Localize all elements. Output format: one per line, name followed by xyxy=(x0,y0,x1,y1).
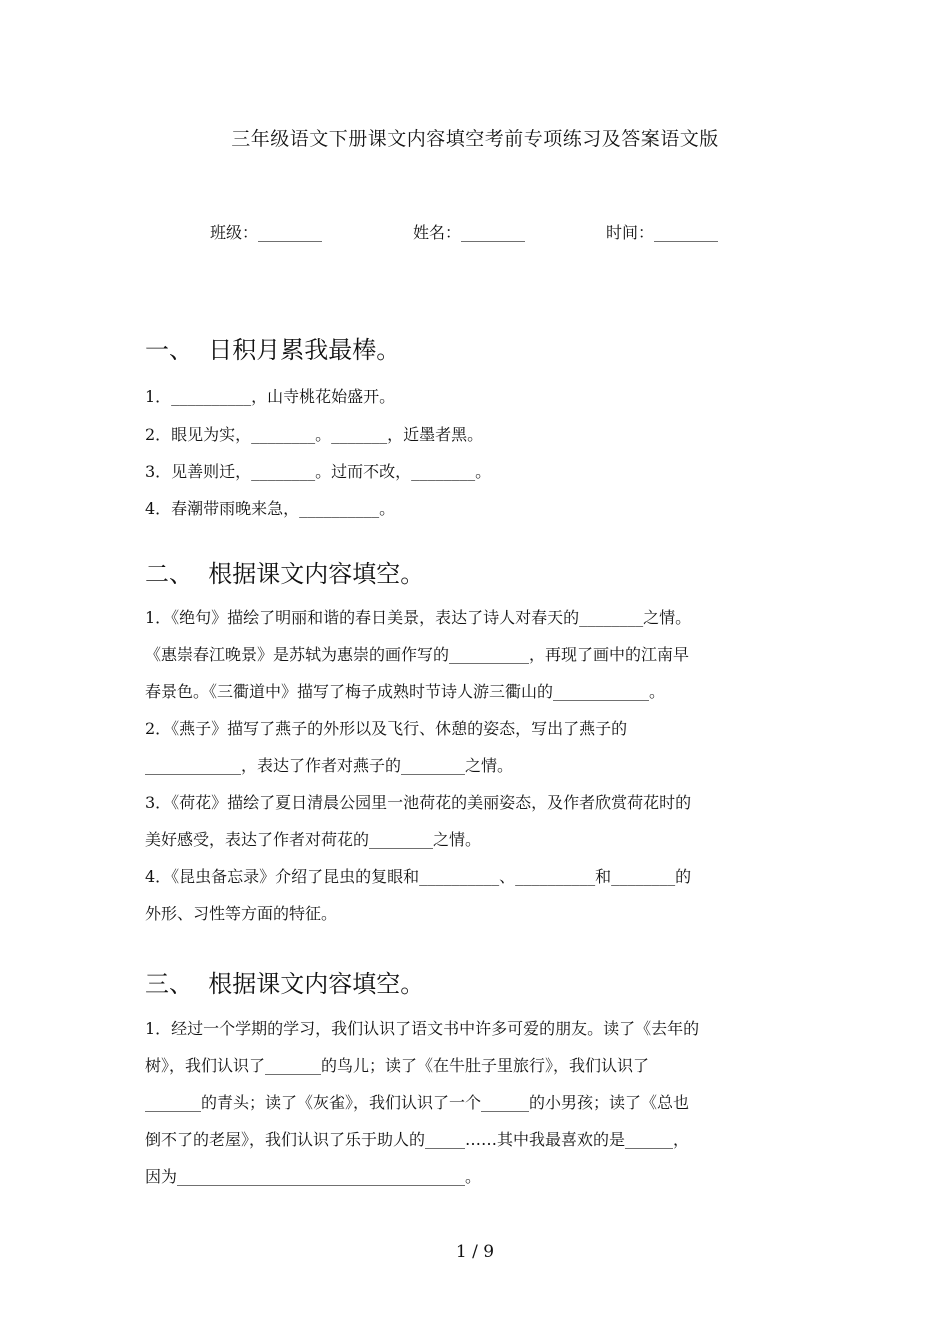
text-line: ____________，表达了作者对燕子的________之情。 xyxy=(145,756,514,775)
section-1-question: 4．春潮带雨晚来急，__________。 xyxy=(145,499,396,518)
section-1-question: 1．__________，山寺桃花始盛开。 xyxy=(145,387,396,406)
text-line: 树》，我们认识了_______的鸟儿；读了《在牛肚子里旅行》，我们认识了 xyxy=(145,1056,650,1075)
time-field: 时间：________ xyxy=(606,223,719,242)
section-3-heading: 三、 根据课文内容填空。 xyxy=(145,970,425,998)
text-line: 《惠崇春江晚景》是苏轼为惠崇的画作写的__________，再现了画中的江南早 xyxy=(145,645,690,664)
text-line: _______的青头；读了《灰雀》，我们认识了一个______的小男孩；读了《总也 xyxy=(145,1093,690,1112)
page-number: 1 / 9 xyxy=(455,1242,495,1262)
text-line: 因为____________________________________。 xyxy=(145,1167,482,1186)
section-1-heading: 一、 日积月累我最棒。 xyxy=(145,336,401,364)
section-3-body xyxy=(145,1010,810,1195)
text-line: 春景色。《三衢道中》描写了梅子成熟时节诗人游三衢山的____________。 xyxy=(145,682,666,701)
name-field: 姓名：________ xyxy=(413,223,526,242)
document-title: 三年级语文下册课文内容填空考前专项练习及答案语文版 xyxy=(231,128,719,150)
text-line: 2．《燕子》描写了燕子的外形以及飞行、休憩的姿态，写出了燕子的 xyxy=(145,719,628,738)
text-line: 外形、习性等方面的特征。 xyxy=(145,904,338,923)
text-line: 3．《荷花》描绘了夏日清晨公园里一池荷花的美丽姿态，及作者欣赏荷花时的 xyxy=(145,793,692,812)
text-line: 1．《绝句》描绘了明丽和谐的春日美景，表达了诗人对春天的________之情。 xyxy=(145,608,692,627)
text-line: 美好感受，表达了作者对荷花的________之情。 xyxy=(145,830,482,849)
text-line: 倒不了的老屋》，我们认识了乐于助人的_____……其中我最喜欢的是______， xyxy=(145,1130,690,1149)
section-2-heading: 二、 根据课文内容填空。 xyxy=(145,560,425,588)
text-line: 4．《昆虫备忘录》介绍了昆虫的复眼和__________、__________和________的 xyxy=(145,867,692,886)
section-2-body xyxy=(145,599,810,932)
section-1-question: 2．眼见为实，________。_______，近墨者黑。 xyxy=(145,425,484,444)
section-1-question: 3．见善则迁，________。过而不改，________。 xyxy=(145,462,492,481)
text-line: 1．经过一个学期的学习，我们认识了语文书中许多可爱的朋友。读了《去年的 xyxy=(145,1019,700,1038)
class-field: 班级：________ xyxy=(210,223,323,242)
